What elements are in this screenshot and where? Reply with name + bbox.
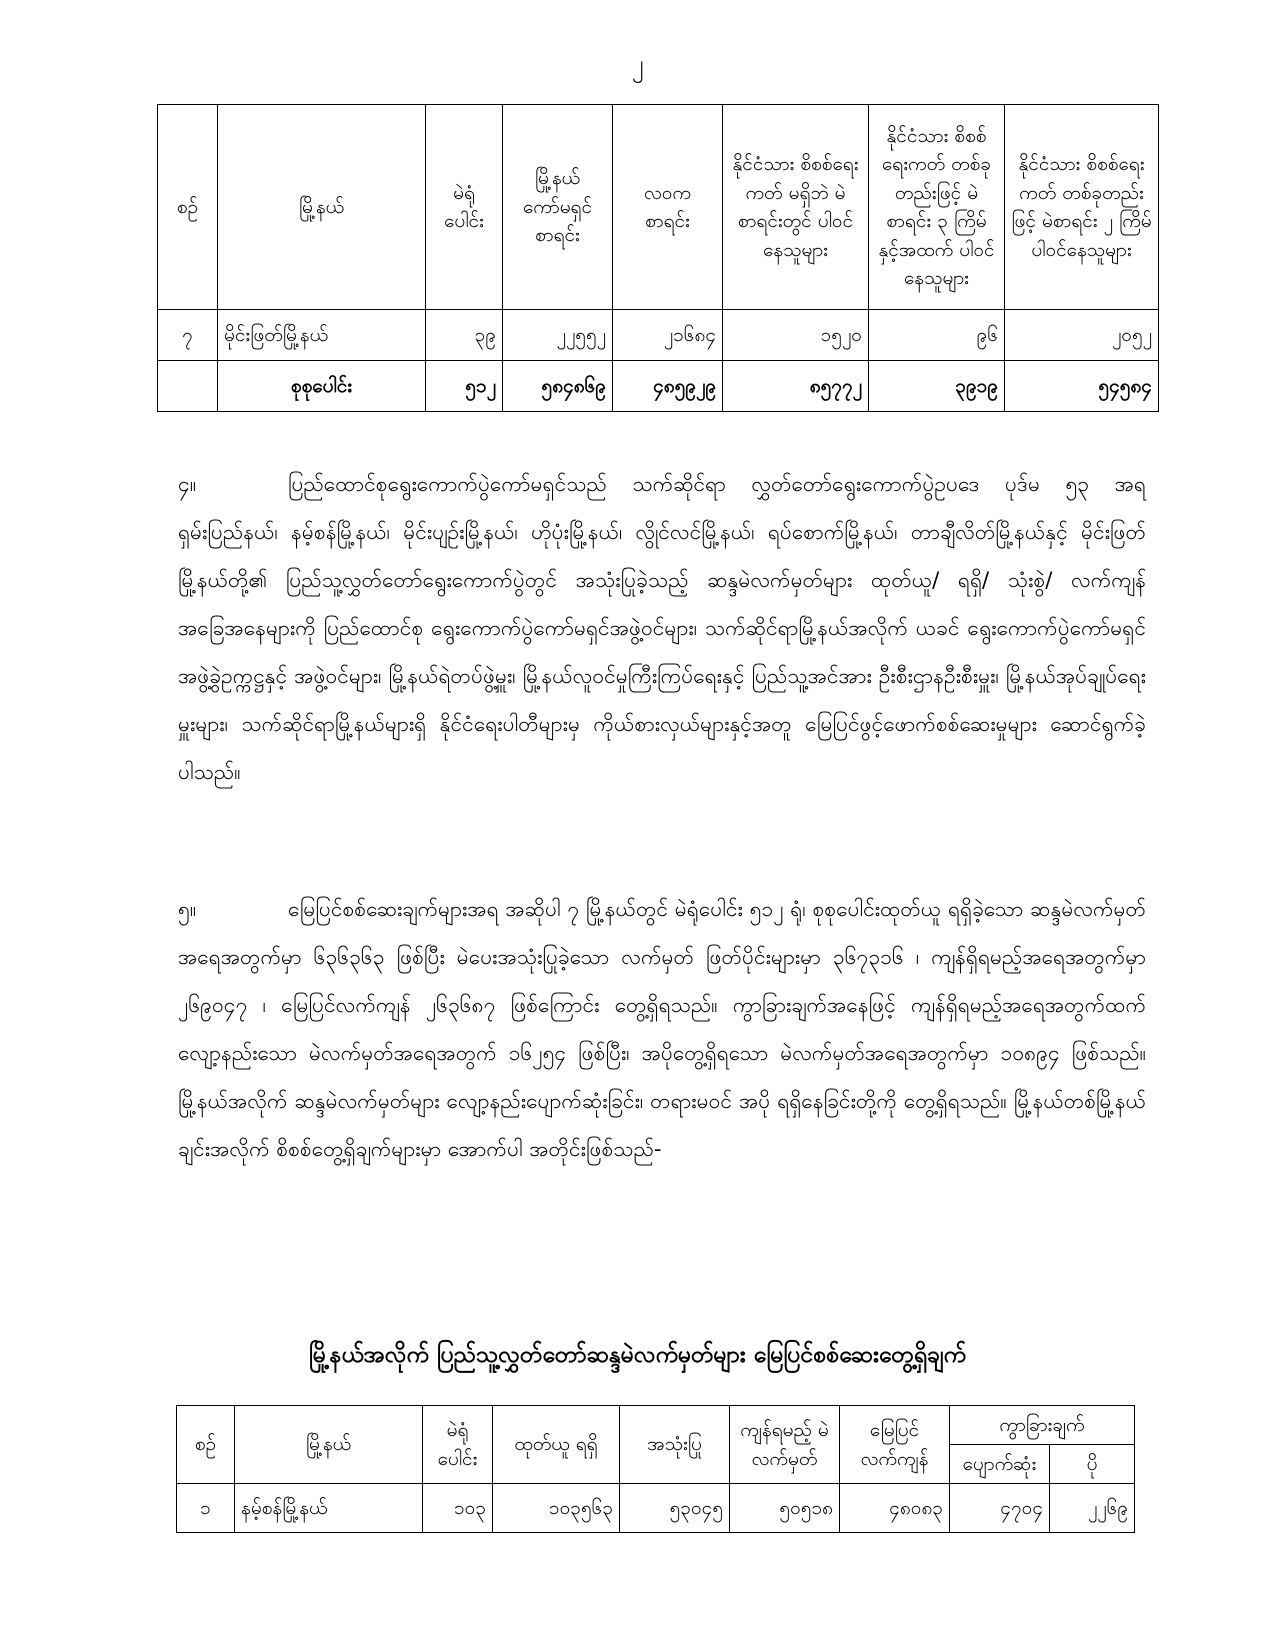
- total-value: ၈၅၇၇၂: [723, 361, 869, 412]
- cell-value: ၂၁၆၈၄: [613, 310, 723, 361]
- cell-value: ၂၂၅၅၂: [503, 310, 613, 361]
- ballot-check-table: [176, 1405, 1135, 1533]
- table-row: [177, 1484, 1135, 1533]
- cell-serial: ၇: [158, 310, 218, 361]
- total-label: စုစုပေါင်း: [218, 361, 426, 412]
- table-header-row: [158, 105, 1159, 310]
- total-value: ၃၉၁၉: [869, 361, 1005, 412]
- cell-value: ၂၂၆၉: [1050, 1484, 1135, 1533]
- col-header-polling-stations: မဲရုံ ပေါင်း: [423, 1406, 493, 1484]
- paragraph-text: မြေပြင်စစ်ဆေးချက်များအရ အဆိုပါ ၇ မြို့နယ်တွင် မဲရုံပေါင်း ၅၁၂ ရုံ၊ စုစုပေါင်းထုတ်ယူ ရရှိခဲ့သော ဆန္ဒမဲလက်မှတ်အရေအတွက်မှာ ၆၃၆၃၆၃ ဖြစ်ပြီး မဲပေးအသုံးပြုခဲ့သော လက်မှတ် ဖြတ်ပိုင်းများမှာ ၃၆၇၃၁၆ ၊ ကျန်ရှိရမည့်အရေအတွက်မှာ ၂၆၉၀၄၇ ၊ မြေပြင်လက်ကျန် ၂၆၃၆၈၇ ဖြစ်ကြောင်း တွေ့ရှိရသည်။ ကွာခြားချက်အနေဖြင့် ကျန်ရှိရမည့်အရေအတွက်ထက် လျော့နည်းသော မဲလက်မှတ်အရေအတွက် ၁၆၂၅၄ ဖြစ်ပြီး၊ အပိုတွေ့ရှိရသော မဲလက်မှတ်အရေအတွက်မှာ ၁၀၈၉၄ ဖြစ်သည်။ မြို့နယ်အလိုက် ဆန္ဒမဲလက်မှတ်များ လျော့နည်းပျောက်ဆုံးခြင်း၊ တရားမဝင် အပို ရရှိနေခြင်းတို့ကို တွေ့ရှိရသည်။ မြို့နယ်တစ်မြို့နယ်ချင်းအလိုက် စိစစ်တွေ့ရှိချက်များမှာ အောက်ပါ အတိုင်းဖြစ်သည်-: [178, 897, 1146, 1161]
- col-header-three-times: နိုင်ငံသား စိစစ်ရေးကတ် တစ်ခုတည်းဖြင့် မဲစာရင်း ၃ ကြိမ် နှင့်အထက် ပါဝင်နေသူများ: [869, 105, 1005, 310]
- col-header-received: ထုတ်ယူ ရရှိ: [493, 1406, 620, 1484]
- col-header-used: အသုံးပြု: [620, 1406, 730, 1484]
- total-value: ၄၈၅၉၂၉: [613, 361, 723, 412]
- cell-empty: [158, 361, 218, 412]
- page-number: ၂: [631, 50, 644, 78]
- paragraph-5: [178, 885, 1146, 1173]
- cell-value: ၁၀၃: [423, 1484, 493, 1533]
- table-caption: မြို့နယ်အလိုက် ပြည်သူ့လွှတ်တော်ဆန္ဒမဲလက်မှတ်များ မြေပြင်စစ်ဆေးတွေ့ရှိချက်: [308, 1342, 967, 1368]
- cell-value: ၃၉: [426, 310, 503, 361]
- paragraph-number: ၅။: [178, 897, 197, 921]
- table-header-row: [177, 1406, 1135, 1445]
- col-header-excess: ပို: [1050, 1445, 1135, 1484]
- cell-value: ၅၀၅၁၈: [730, 1484, 840, 1533]
- cell-value: ၁၅၂၀: [723, 310, 869, 361]
- total-row: [158, 361, 1159, 412]
- total-value: ၅၁၂: [426, 361, 503, 412]
- cell-township: မိုင်းဖြတ်မြို့နယ်: [218, 310, 426, 361]
- cell-value: ၄၇၀၄: [950, 1484, 1050, 1533]
- col-header-serial: စဉ်: [177, 1406, 235, 1484]
- cell-serial: ၁: [177, 1484, 235, 1533]
- col-header-serial: စဉ်: [158, 105, 218, 310]
- col-header-polling-stations: မဲရုံ ပေါင်း: [426, 105, 503, 310]
- col-header-two-times: နိုင်ငံသား စိစစ်ရေးကတ် တစ်ခုတည်းဖြင့် မဲစာရင်း ၂ ကြိမ် ပါဝင်နေသူများ: [1005, 105, 1159, 310]
- col-header-should-remain: ကျန်ရမည့် မဲလက်မှတ်: [730, 1406, 840, 1484]
- cell-value: ၄၈၀၈၃: [840, 1484, 950, 1533]
- paragraph-number: ၄။: [178, 472, 197, 496]
- total-value: ၅၈၄၈၆၉: [503, 361, 613, 412]
- col-header-difference: ကွာခြားချက်: [950, 1406, 1135, 1445]
- paragraph-text: ပြည်ထောင်စုရွေးကောက်ပွဲကော်မရှင်သည် သက်ဆိုင်ရာ လွှတ်တော်ရွေးကောက်ပွဲဥပဒေ ပုဒ်မ ၅၃ အရ ရှမ်းပြည်နယ်၊ နမ့်စန်မြို့နယ်၊ မိုင်းပျဉ်းမြို့နယ်၊ ဟိုပုံးမြို့နယ်၊ လွိုင်လင်မြို့နယ်၊ ရပ်စောက်မြို့နယ်၊ တာချီလိတ်မြို့နယ်နှင့် မိုင်းဖြတ်မြို့နယ်တို့၏ ပြည်သူ့လွှတ်တော်ရွေးကောက်ပွဲတွင် အသုံးပြုခဲ့သည့် ဆန္ဒမဲလက်မှတ်များ ထုတ်ယူ/ ရရှိ/ သုံးစွဲ/ လက်ကျန်အခြေအနေများကို ပြည်ထောင်စု ရွေးကောက်ပွဲကော်မရှင်အဖွဲ့ဝင်များ၊ သက်ဆိုင်ရာမြို့နယ်အလိုက် ယခင် ရွေးကောက်ပွဲကော်မရှင် အဖွဲ့ခွဲဥက္ကဋ္ဌနှင့် အဖွဲ့ဝင်များ၊ မြို့နယ်ရဲတပ်ဖွဲ့မှူး၊ မြို့နယ်လူဝင်မှုကြီးကြပ်ရေးနှင့် ပြည်သူ့အင်အား ဦးစီးဌာနဦးစီးမှူး၊ မြို့နယ်အုပ်ချုပ်ရေးမှူးများ၊ သက်ဆိုင်ရာမြို့နယ်များရှိ နိုင်ငံရေးပါတီများမှ ကိုယ်စားလှယ်များနှင့်အတူ မြေပြင်ဖွင့်ဖောက်စစ်ဆေးမှုများ ဆောင်ရွက်ခဲ့ပါသည်။: [178, 472, 1146, 784]
- col-header-missing: ပျောက်ဆုံး: [950, 1445, 1050, 1484]
- cell-value: ၁၀၃၅၆၃: [493, 1484, 620, 1533]
- paragraph-4: [178, 460, 1146, 796]
- polling-summary-table: [157, 104, 1159, 412]
- col-header-ground-balance: မြေပြင် လက်ကျန်: [840, 1406, 950, 1484]
- cell-value: ၅၃၀၄၅: [620, 1484, 730, 1533]
- table-row: [158, 310, 1159, 361]
- cell-value: ၂၀၅၂: [1005, 310, 1159, 361]
- cell-value: ၉၆: [869, 310, 1005, 361]
- col-header-township: မြို့နယ်: [235, 1406, 423, 1484]
- col-header-immigration-list: လဝက စာရင်း: [613, 105, 723, 310]
- total-value: ၅၄၅၈၄: [1005, 361, 1159, 412]
- cell-township: နမ့်စန်မြို့နယ်: [235, 1484, 423, 1533]
- col-header-commission-list: မြို့နယ် ကော်မရှင် စာရင်း: [503, 105, 613, 310]
- col-header-no-id-card: နိုင်ငံသား စိစစ်ရေးကတ် မရှိဘဲ မဲစာရင်းတွင် ပါဝင်နေသူများ: [723, 105, 869, 310]
- col-header-township: မြို့နယ်: [218, 105, 426, 310]
